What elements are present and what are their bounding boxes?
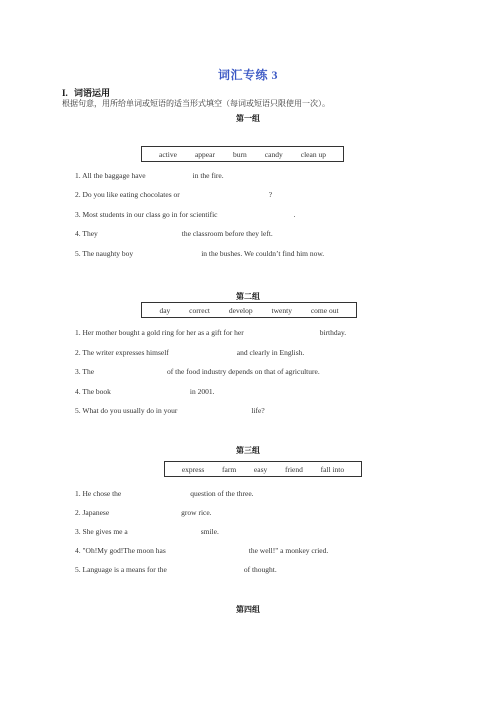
word-option: friend: [284, 464, 303, 474]
word-option: come out: [310, 305, 339, 315]
group-2-question-2: 2. The writer expresses himself and clearly in English.: [75, 348, 305, 357]
group-3-question-5: 5. Language is a means for the of thought.: [75, 565, 277, 574]
page-title: 词汇专练 3: [217, 68, 278, 82]
group-2-question-1: 1. Her mother bought a gold ring for her as a gift for her birthday.: [75, 328, 347, 337]
group-3-question-3: 3. She gives me a smile.: [75, 527, 219, 536]
group-1-title: 第一组: [236, 114, 260, 123]
group-1-question-4: 4. They the classroom before they left.: [75, 229, 273, 238]
group-2-question-5: 5. What do you usually do in your life?: [75, 406, 265, 415]
group-1-question-3: 3. Most students in our class go in for scientific .: [75, 210, 296, 219]
word-option: clean up: [300, 149, 326, 159]
word-option: fall into: [320, 464, 345, 474]
group-3-question-2: 2. Japanese grow rice.: [75, 508, 212, 517]
group-1-question-2: 2. Do you like eating chocolates or ?: [75, 190, 273, 199]
group-4-title: 第四组: [236, 605, 260, 614]
word-option: appear: [194, 149, 215, 159]
group-1-question-5: 5. The naughty boy in the bushes. We couldn’t find him now.: [75, 249, 325, 258]
group-3-question-1: 1. He chose the question of the three.: [75, 489, 254, 498]
word-option: active: [159, 149, 177, 159]
word-option: develop: [228, 305, 253, 315]
instruction: 根据句意，用所给单词或短语的适当形式填空（每词或短语只限使用一次）。: [62, 99, 330, 108]
word-option: correct: [189, 305, 210, 315]
group-3-question-4: 4. "Oh!My god!The moon has the well!" a monkey cried.: [75, 546, 329, 555]
group-2-question-3: 3. The of the food industry depends on that of agriculture.: [75, 367, 320, 376]
word-option: burn: [233, 149, 247, 159]
group-3-word-box: [164, 461, 362, 477]
group-1-word-box: [141, 146, 344, 162]
word-option: day: [159, 305, 171, 315]
word-option: farm: [222, 464, 237, 474]
section-heading-text: 词语运用: [74, 88, 111, 98]
group-2-title: 第二组: [236, 292, 260, 301]
word-option: express: [181, 464, 205, 474]
group-1-question-1: 1. All the baggage have in the fire.: [75, 171, 224, 180]
section-number: I.: [62, 88, 68, 98]
word-option: easy: [253, 464, 268, 474]
group-3-title: 第三组: [236, 446, 260, 455]
word-option: candy: [264, 149, 283, 159]
word-option: twenty: [271, 305, 292, 315]
group-2-question-4: 4. The book in 2001.: [75, 387, 215, 396]
group-2-word-box: [141, 302, 357, 318]
